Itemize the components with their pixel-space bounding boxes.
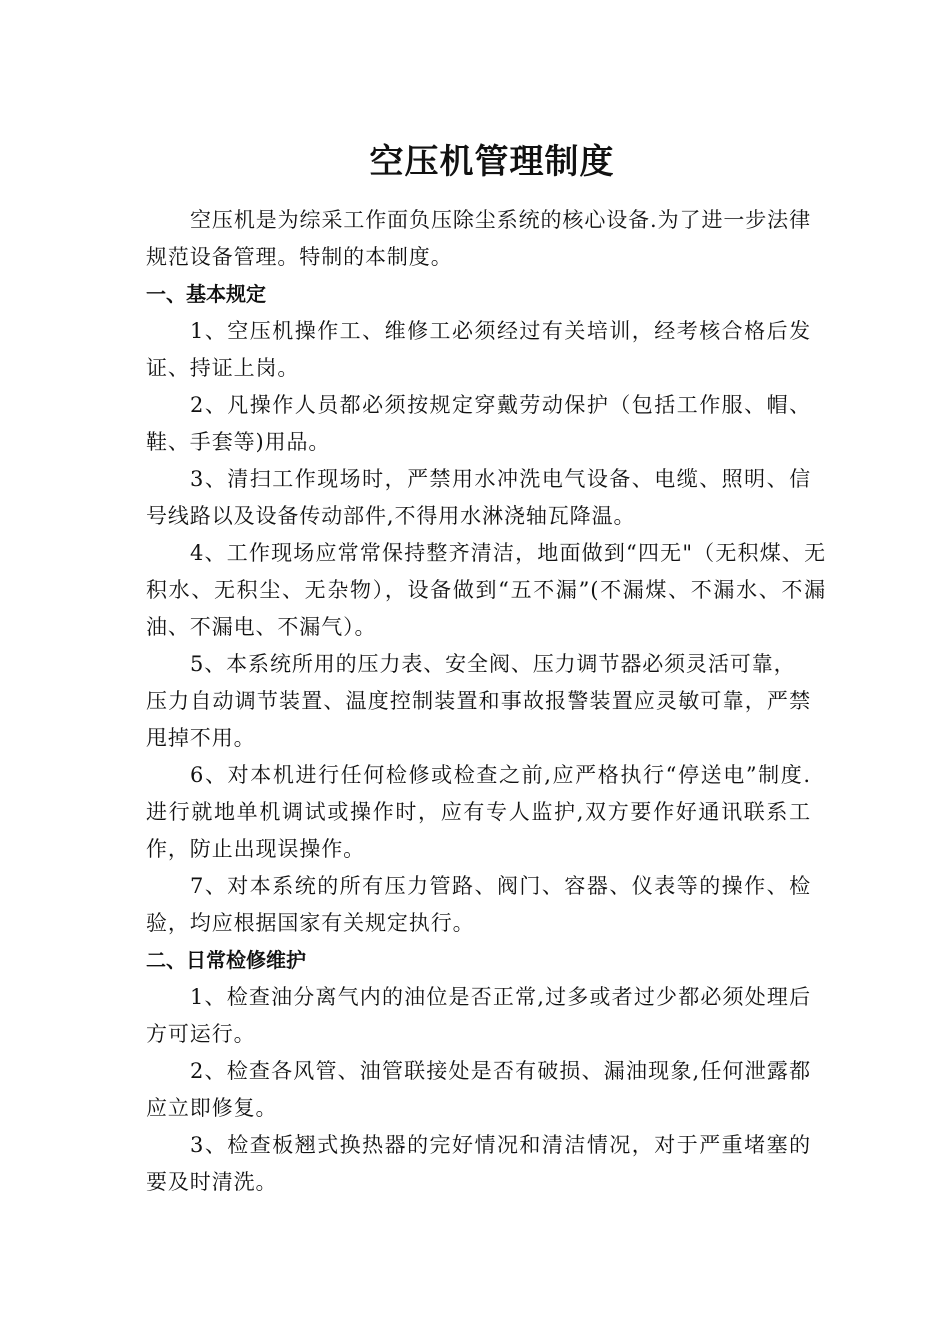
intro-paragraph: 空压机是为综采工作面负压除尘系统的核心设备.为了进一步法律规范设备管理。特制的本制度。 [146,208,811,269]
document-title: 空压机管理制度 [369,142,615,182]
rule-item-6: 6、对本机进行任何检修或检查之前,应严格执行“停送电”制度.进行就地单机调试或操作时，应有专人监护,双方要作好通讯联系工作，防止出现误操作。 [146,763,811,861]
section-heading-basic-rules: 一、基本规定 [146,282,266,306]
document-body [146,202,826,1201]
rule-item-1: 1、空压机操作工、维修工必须经过有关培训，经考核合格后发证、持证上岗。 [146,319,811,380]
rule-item-3: 3、清扫工作现场时，严禁用水冲洗电气设备、电缆、照明、信号线路以及设备传动部件,不得用水淋浇轴瓦降温。 [146,467,811,528]
maintenance-item-2: 2、检查各风管、油管联接处是否有破损、漏油现象,任何泄露都应立即修复。 [146,1059,811,1120]
maintenance-item-3: 3、检查板翘式换热器的完好情况和清洁情况，对于严重堵塞的要及时清洗。 [146,1133,811,1194]
section-heading-daily-maintenance: 二、日常检修维护 [146,948,306,972]
rule-item-5: 5、本系统所用的压力表、安全阀、压力调节器必须灵活可靠， [190,652,796,676]
rule-item-5-continued: 压力自动调节装置、温度控制装置和事故报警装置应灵敏可靠，严禁甩掉不用。 [146,689,811,750]
rule-item-7: 7、对本系统的所有压力管路、阀门、容器、仪表等的操作、检验，均应根据国家有关规定执行。 [146,874,811,935]
rule-item-4: 4、工作现场应常常保持整齐清洁，地面做到“四无"（无积煤、无积水、无积尘、无杂物），设备做到“五不漏”(不漏煤、不漏水、不漏油、不漏电、不漏气）。 [146,541,826,639]
maintenance-item-1: 1、检查油分离气内的油位是否正常,过多或者过少都必须处理后方可运行。 [146,985,811,1046]
rule-item-2: 2、凡操作人员都必须按规定穿戴劳动保护（包括工作服、帽、鞋、手套等)用品。 [146,393,811,454]
